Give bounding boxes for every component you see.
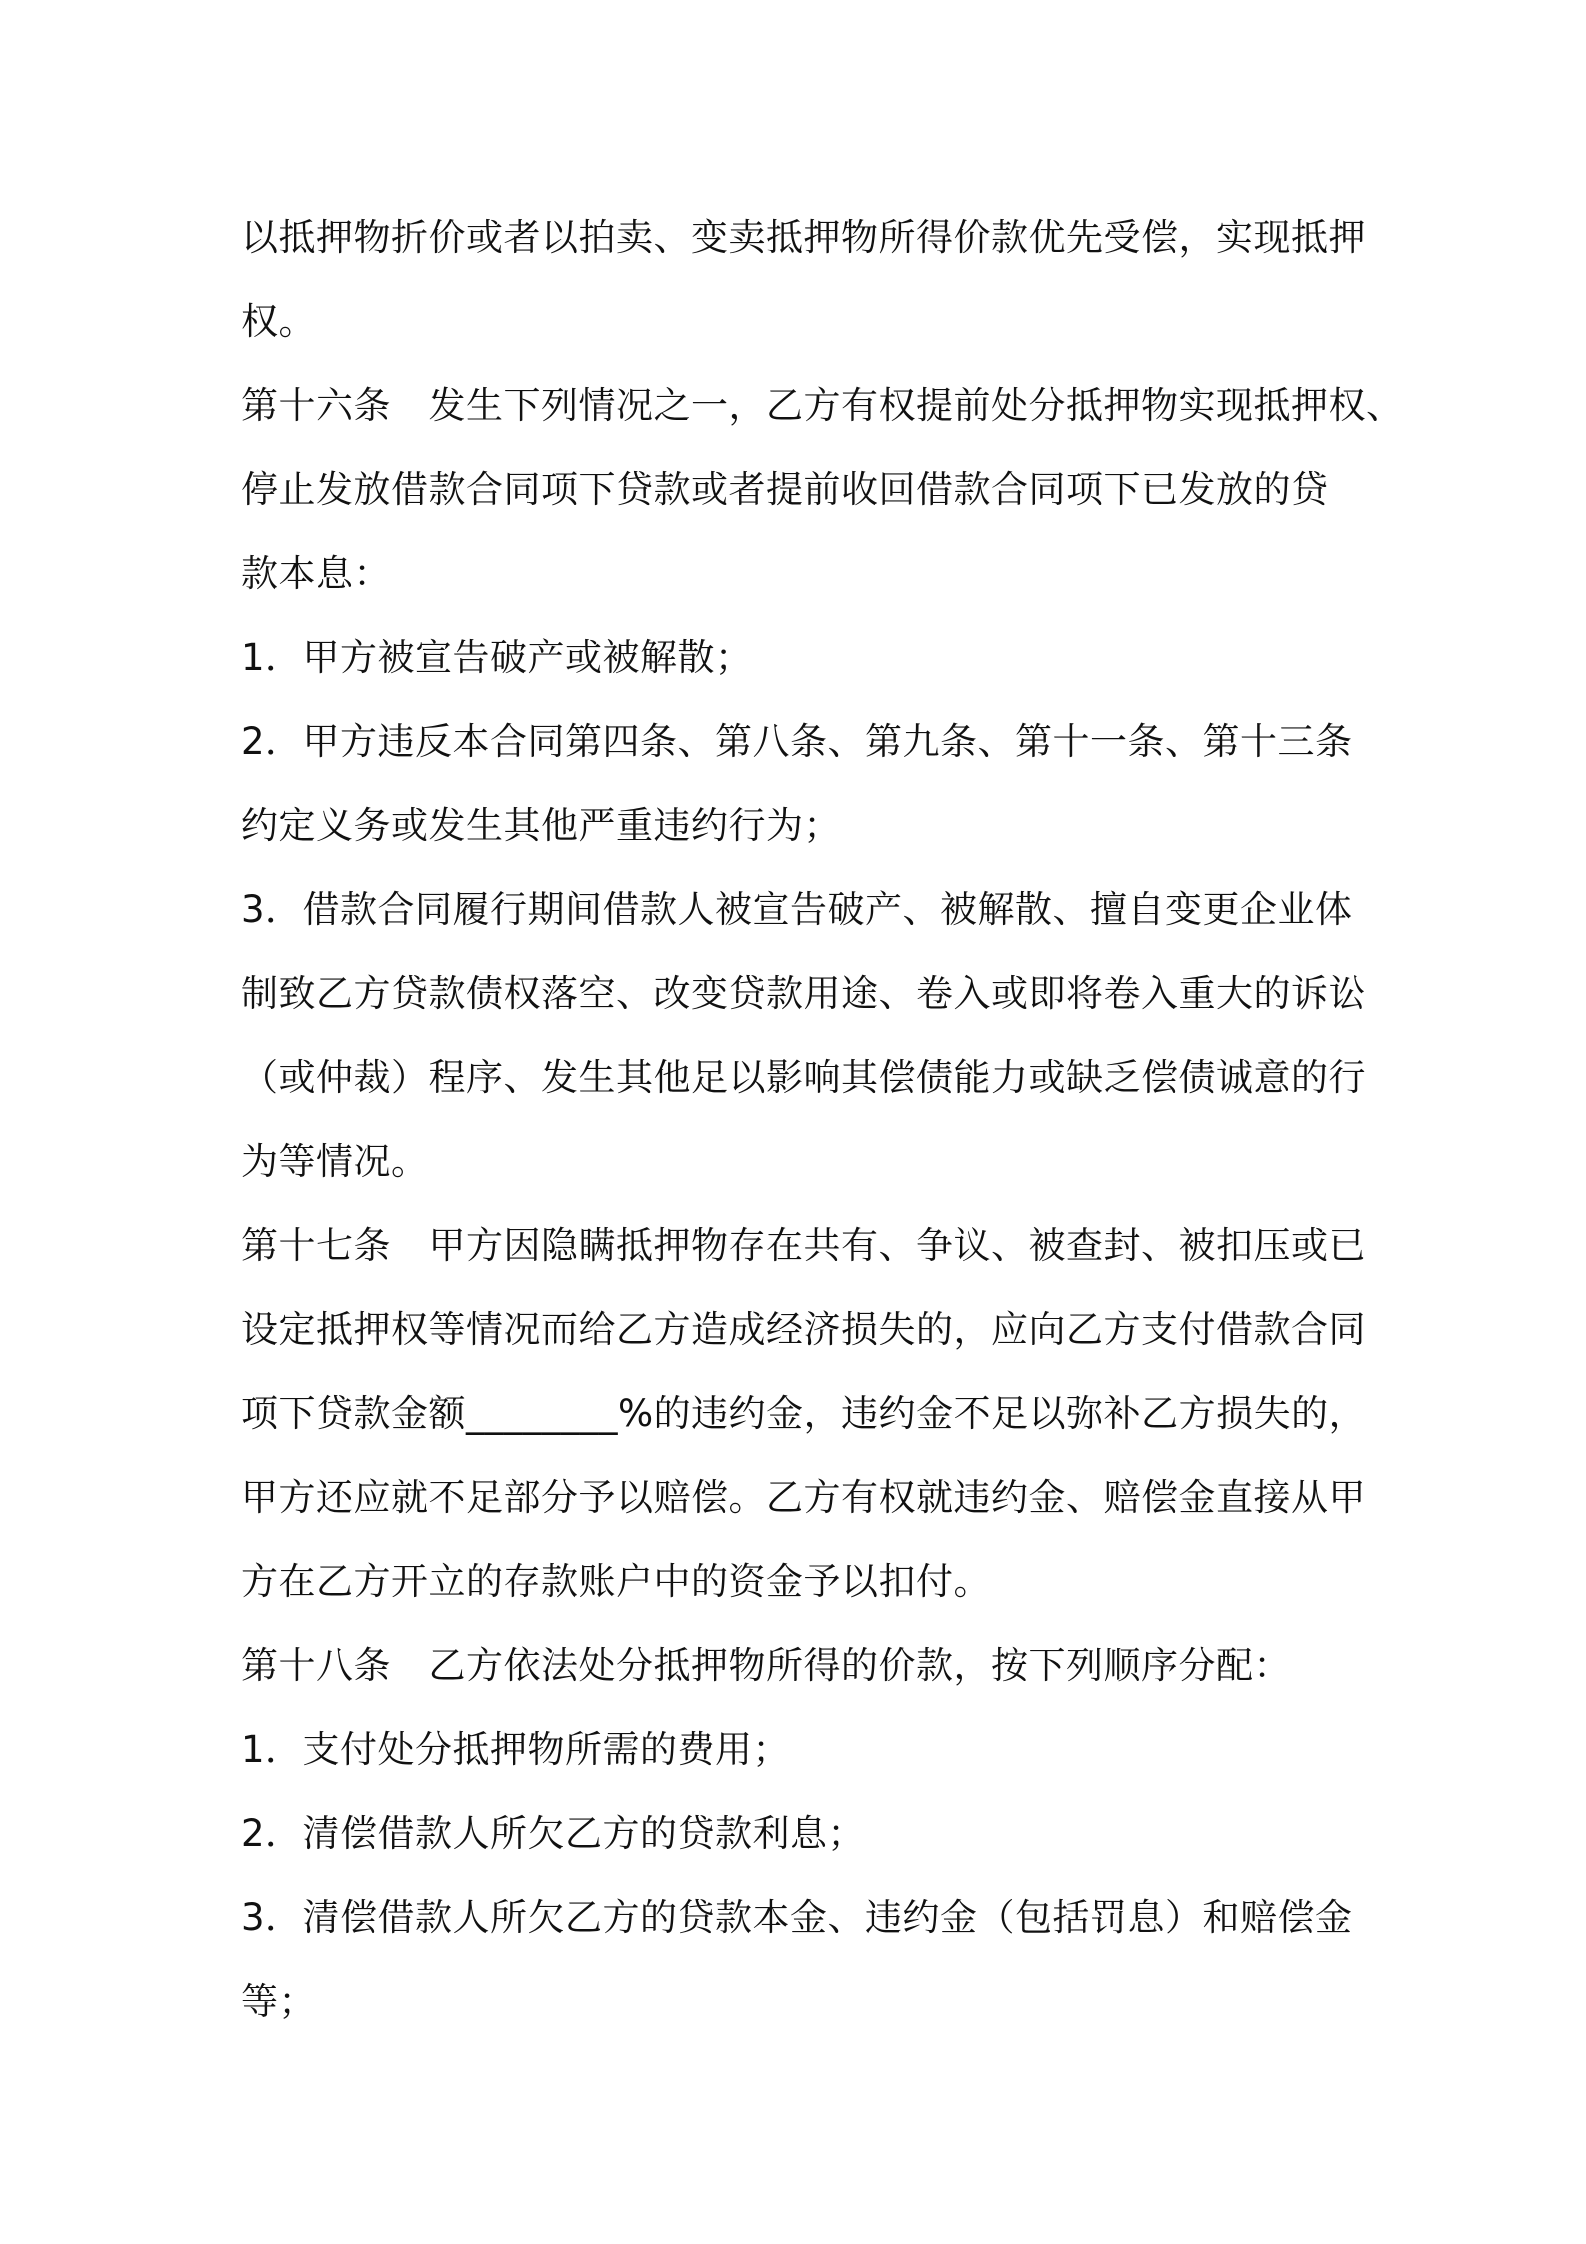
text-line: 约定义务或发生其他严重违约行为；: [241, 804, 841, 847]
text-line: （或仲裁）程序、发生其他足以影响其偿债能力或缺乏偿债诚意的行: [241, 1056, 1366, 1099]
text-line: 甲方还应就不足部分予以赔偿。乙方有权就违约金、赔偿金直接从甲: [241, 1476, 1366, 1519]
text-line: 项下贷款金额________%的违约金，违约金不足以弥补乙方损失的，: [241, 1392, 1367, 1435]
text-line: 停止发放借款合同项下贷款或者提前收回借款合同项下已发放的贷: [241, 468, 1329, 511]
text-line: 方在乙方开立的存款账户中的资金予以扣付。: [241, 1560, 991, 1603]
article-17-heading-line: 第十七条 甲方因隐瞒抵押物存在共有、争议、被查封、被扣压或已: [241, 1224, 1366, 1267]
document-body: [241, 196, 1404, 2044]
text-line: 制致乙方贷款债权落空、改变贷款用途、卷入或即将卷入重大的诉讼: [241, 972, 1366, 1015]
list-item-line: 2．甲方违反本合同第四条、第八条、第九条、第十一条、第十三条: [241, 720, 1353, 763]
text-line: 以抵押物折价或者以拍卖、变卖抵押物所得价款优先受偿，实现抵押: [241, 216, 1366, 259]
text-line: 权。: [241, 300, 316, 343]
list-item-line: 1．支付处分抵押物所需的费用；: [241, 1728, 791, 1771]
article-16-heading-line: 第十六条 发生下列情况之一，乙方有权提前处分抵押物实现抵押权、: [241, 384, 1404, 427]
article-18-heading-line: 第十八条 乙方依法处分抵押物所得的价款，按下列顺序分配：: [241, 1644, 1291, 1687]
list-item-line: 1．甲方被宣告破产或被解散；: [241, 636, 753, 679]
list-item-line: 2．清偿借款人所欠乙方的贷款利息；: [241, 1812, 866, 1855]
text-line: 款本息：: [241, 552, 391, 595]
list-item-line: 3．借款合同履行期间借款人被宣告破产、被解散、擅自变更企业体: [241, 888, 1353, 931]
text-line: 等；: [241, 1980, 316, 2023]
text-line: 为等情况。: [241, 1140, 429, 1183]
text-line: 设定抵押权等情况而给乙方造成经济损失的，应向乙方支付借款合同: [241, 1308, 1366, 1351]
list-item-line: 3．清偿借款人所欠乙方的贷款本金、违约金（包括罚息）和赔偿金: [241, 1896, 1353, 1939]
